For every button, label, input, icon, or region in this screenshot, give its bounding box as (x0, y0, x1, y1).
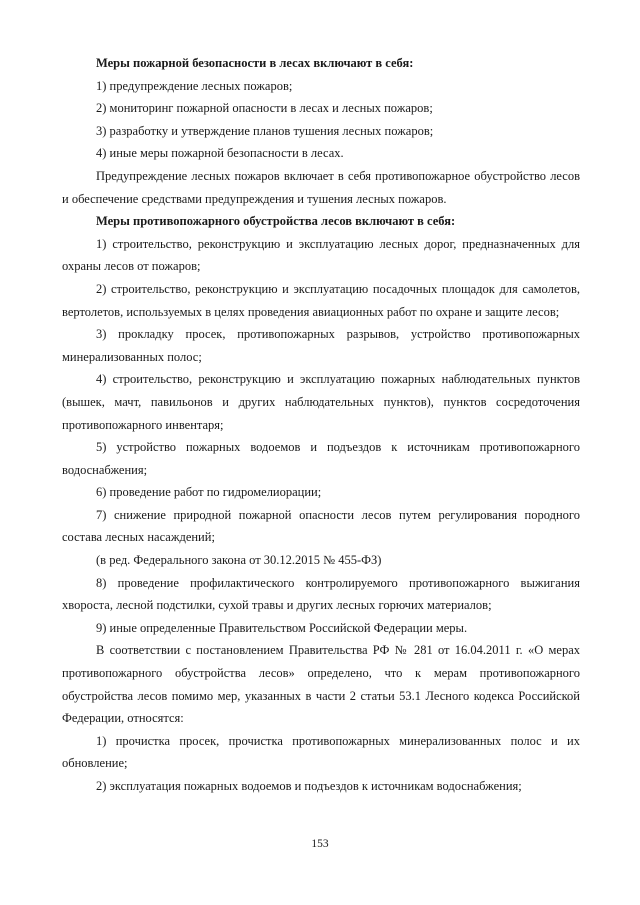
list-item: 2) строительство, реконструкцию и эксплуатацию посадочных площадок для самолетов, вертолетов, используемых в целях проведения авиационных работ по охране и защите лесов; (62, 281, 580, 319)
list-item: 6) проведение работ по гидромелиорации; (96, 485, 322, 500)
list-item: 3) разработку и утверждение планов тушения лесных пожаров; (96, 123, 434, 138)
list-item: 4) строительство, реконструкцию и эксплуатацию пожарных наблюдательных пунктов (вышек, мачт, павильонов и других наблюдательных пунктов), пунктов сосредоточения противопожарного инвентаря; (62, 372, 580, 432)
page-number: 153 (311, 838, 329, 850)
list-item: 7) снижение природной пожарной опасности лесов путем регулирования породного состава лесных насаждений; (62, 507, 580, 545)
section-heading-fire-prevention-arrangement: Меры противопожарного обустройства лесов включают в себя: (96, 214, 456, 229)
amendment-note: (в ред. Федерального закона от 30.12.2015 № 455-ФЗ) (96, 553, 382, 568)
body-paragraph: Предупреждение лесных пожаров включает в себя противопожарное обустройство лесов и обеспечение средствами предупреждения и тушения лесных пожаров. (62, 168, 580, 206)
list-item: 4) иные меры пожарной безопасности в лесах. (96, 146, 344, 161)
list-item: 3) прокладку просек, противопожарных разрывов, устройство противопожарных минерализованных полос; (62, 327, 580, 364)
list-item: 2) мониторинг пожарной опасности в лесах и лесных пожаров; (96, 101, 433, 116)
list-item: 8) проведение профилактического контролируемого противопожарного выжигания хвороста, лесной подстилки, сухой травы и других лесных горючих материалов; (62, 575, 580, 613)
list-item: 1) предупреждение лесных пожаров; (96, 78, 293, 93)
section-heading-fire-safety-measures: Меры пожарной безопасности в лесах включают в себя: (96, 56, 414, 70)
list-item: 2) эксплуатация пожарных водоемов и подъездов к источникам водоснабжения; (96, 779, 522, 793)
document-body (62, 52, 580, 798)
list-item: 1) строительство, реконструкцию и эксплуатацию лесных дорог, предназначенных для охраны лесов от пожаров; (62, 236, 580, 274)
list-item: 1) прочистка просек, прочистка противопожарных минерализованных полос и их обновление; (62, 733, 580, 771)
list-item: 5) устройство пожарных водоемов и подъездов к источникам противопожарного водоснабжения; (62, 440, 580, 477)
body-paragraph: В соответствии с постановлением Правительства РФ № 281 от 16.04.2011 г. «О мерах противопожарного обустройства лесов» определено, что к мерам противопожарного обустройства лесов помимо мер, указанных в части 2 статьи 53.1 Лесного кодекса Российской Федерации, относятся: (62, 643, 580, 726)
list-item: 9) иные определенные Правительством Российской Федерации меры. (96, 620, 468, 635)
